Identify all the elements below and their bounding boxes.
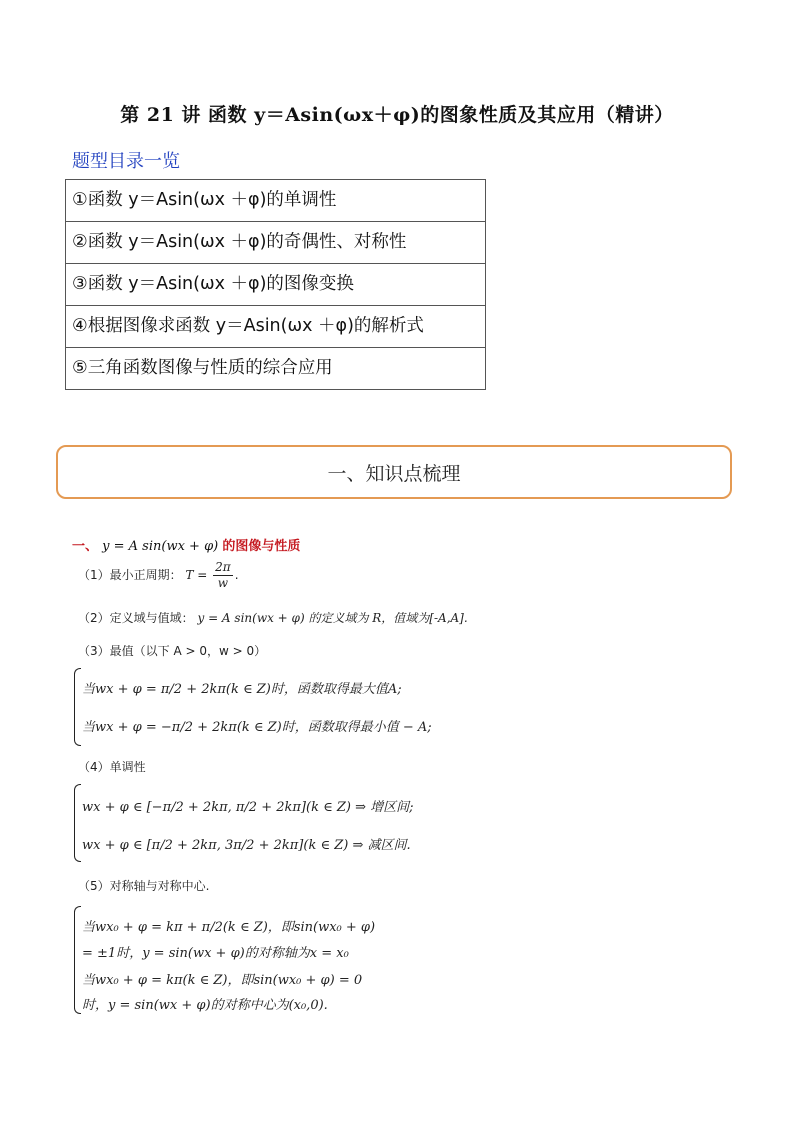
property-extrema-label: （3）最值（以下 A > 0，w > 0）	[78, 644, 267, 658]
numerator: 2π	[215, 560, 231, 574]
symmetry-center-line1: 当wx₀ + φ = kπ(k ∈ Z)，即sin(wx₀ + φ) = 0	[82, 973, 363, 988]
property-period: （1）最小正周期： T = $\frac{2\pi}{w}$ .	[78, 560, 239, 590]
increasing-interval: wx + φ ∈ [−π/2 + 2kπ, π/2 + 2kπ](k ∈ Z) ⇒ 增区间;	[82, 800, 414, 815]
heading-prefix: 一、	[72, 539, 99, 554]
page-title: 第 21 讲 函数 y＝Asin(ωx＋φ)的图象性质及其应用（精讲）	[120, 104, 674, 126]
toc-table	[65, 179, 486, 390]
heading-formula: y = A sin(wx + φ)	[102, 539, 219, 554]
extrema-max: 当wx + φ = π/2 + 2kπ(k ∈ Z)时，函数取得最大值A;	[82, 682, 402, 697]
section-title: 一、知识点梳理	[327, 463, 461, 485]
left-brace	[74, 906, 81, 1014]
monotonic-cases	[74, 784, 474, 862]
property-monotonic-label: （4）单调性	[78, 760, 146, 774]
extrema-min: 当wx + φ = −π/2 + 2kπ(k ∈ Z)时，函数取得最小值 − A;	[82, 720, 432, 735]
decreasing-interval: wx + φ ∈ [π/2 + 2kπ, 3π/2 + 2kπ](k ∈ Z) ⇒ 减区间.	[82, 838, 411, 853]
fraction	[213, 560, 233, 591]
property-symmetry-label: （5）对称轴与对称中心.	[78, 879, 210, 893]
toc-item[interactable]: ⑤三角函数图像与性质的综合应用	[66, 348, 486, 390]
property-label: （2）定义域与值域：	[78, 611, 194, 625]
property-label: （1）最小正周期：	[78, 568, 182, 582]
toc-item[interactable]: ②函数 y＝Asin(ωx ＋φ)的奇偶性、对称性	[66, 222, 486, 264]
heading-suffix: 的图像与性质	[222, 539, 301, 554]
knowledge-heading	[72, 535, 300, 554]
toc-item-text: ④根据图像求函数 y＝Asin(ωx ＋φ)的解析式	[72, 316, 424, 336]
toc-heading: 题型目录一览	[72, 151, 180, 172]
extrema-cases	[74, 668, 474, 746]
symmetry-center-line2: 时，y = sin(wx + φ)的对称中心为(x₀,0).	[82, 998, 328, 1013]
left-brace	[74, 784, 81, 862]
denominator: w	[217, 576, 229, 590]
symmetry-axis-line2: = ±1时，y = sin(wx + φ)的对称轴为x = x₀	[82, 946, 349, 961]
left-brace	[74, 668, 81, 746]
formula: T =	[185, 568, 208, 582]
symmetry-cases	[74, 906, 474, 1014]
toc-item[interactable]	[66, 306, 486, 348]
symmetry-axis-line1: 当wx₀ + φ = kπ + π/2(k ∈ Z)，即sin(wx₀ + φ)	[82, 920, 376, 935]
section-banner	[56, 445, 732, 499]
formula: y = A sin(wx + φ) 的定义域为 R，值域为[-A,A].	[197, 611, 468, 625]
toc-item[interactable]: ③函数 y＝Asin(ωx ＋φ)的图像变换	[66, 264, 486, 306]
property-domain	[78, 609, 468, 626]
toc-item[interactable]: ①函数 y＝Asin(ωx ＋φ)的单调性	[66, 180, 486, 222]
